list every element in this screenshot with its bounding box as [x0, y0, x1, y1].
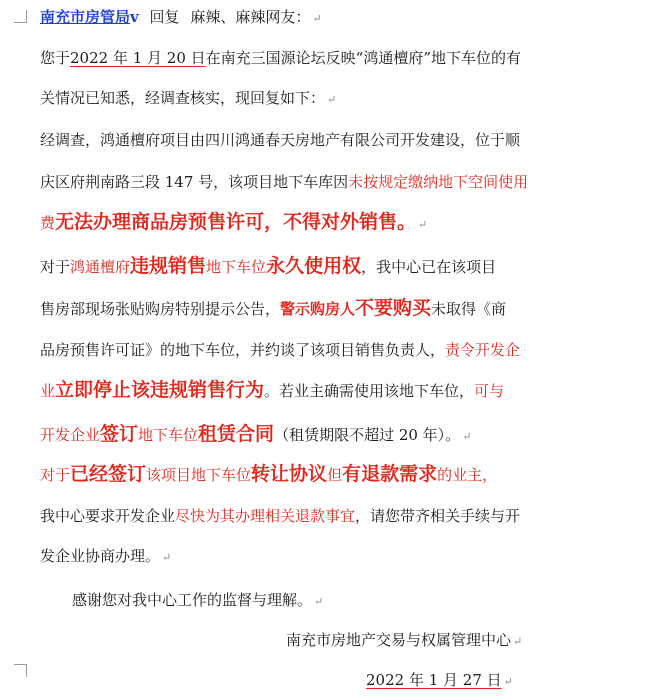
sign-date-line [366, 670, 626, 692]
p4-highlight: 尽快为其办理相关退款事宜 [175, 507, 356, 525]
p3-text: ，我中心已在该项目 [361, 258, 497, 276]
paragraph-mark: ↵ [513, 635, 523, 648]
reply-header [40, 7, 636, 29]
p2-line3 [40, 212, 636, 235]
reply-label: 回复 [149, 8, 180, 26]
p2-line2 [40, 172, 636, 192]
p4-line2 [40, 506, 636, 526]
p1-line2 [40, 88, 636, 110]
p2-emphasis: 无法办理商品房预售许可，不得对外销售。 [55, 211, 417, 233]
p4-highlight: 该项目地下车位 [146, 466, 252, 484]
p3-emphasis: 不要购买 [355, 297, 432, 319]
p3-emphasis: 永久使用权 [266, 255, 362, 277]
p2-highlight: 未按规定缴纳地下空间使用 [348, 173, 529, 191]
p3-emphasis: 违规销售 [130, 255, 207, 277]
signature-org: 南充市房地产交易与权属管理中心 [286, 631, 512, 649]
p4-text: ，请您带齐相关手续与开 [355, 507, 521, 525]
p4-highlight: 但 [327, 466, 343, 484]
p3-line3 [40, 340, 636, 360]
p4-emphasis: 已经签订 [70, 463, 147, 485]
p3-line1 [40, 256, 636, 277]
margin-mark-bottom [14, 664, 27, 677]
p4-text: 发企业协商办理。 [40, 547, 161, 565]
p3-highlight: 可与 [474, 382, 505, 400]
p4-emphasis: 有退款需求 [342, 463, 438, 485]
p3-highlight: 鸿通檀府 [70, 258, 131, 276]
p3-text: 品房预售许可证》的地下车位，并约谈了该项目销售负责人， [40, 341, 446, 359]
p1-text: 您于 [40, 49, 71, 67]
p3-line5 [40, 424, 636, 447]
paragraph-mark: ↵ [312, 12, 322, 25]
p3-highlight: 业 [40, 382, 56, 400]
p3-text: 。若业主确需使用该地下车位， [264, 382, 475, 400]
closing-line [72, 590, 649, 612]
p4-highlight: 对于 [40, 466, 71, 484]
p1-text: 在南充三国源论坛反映“鸿通檀府”地下车位的有 [205, 49, 522, 67]
p4-line1 [40, 464, 636, 485]
margin-mark-top [14, 10, 27, 23]
p4-text: 我中心要求开发企业 [40, 507, 176, 525]
p3-line4 [40, 380, 636, 401]
paragraph-mark: ↵ [503, 675, 513, 688]
p4-emphasis: 转让协议 [251, 463, 328, 485]
p3-text: 对于 [40, 258, 71, 276]
paragraph-mark: ↵ [314, 595, 324, 608]
verified-mark: v [130, 8, 139, 26]
p1-line1 [40, 48, 636, 68]
p3-text: 未取得《商 [431, 300, 507, 318]
p3-highlight: 开发企业 [40, 426, 101, 444]
p4-line3 [40, 546, 636, 568]
report-date: 2022 年 1 月 20 日 [70, 49, 206, 67]
p3-highlight: 地下车位 [206, 258, 267, 276]
p3-emphasis: 租赁合同 [198, 423, 275, 445]
p2-line1 [40, 130, 636, 150]
p1-text: 关情况已知悉，经调查核实，现回复如下： [40, 89, 326, 107]
closing-text: 感谢您对我中心工作的监督与理解。 [72, 591, 313, 609]
p3-emphasis: 立即停止该违规销售行为 [55, 379, 265, 401]
p3-highlight: 警示购房人 [280, 300, 356, 318]
p2-text: 庆区府荆南路三段 147 号，该项目地下车库因 [40, 173, 349, 191]
p3-highlight: 责令开发企 [445, 341, 521, 359]
paragraph-mark: ↵ [418, 218, 428, 231]
p2-highlight: 费 [40, 214, 56, 232]
p3-highlight: 地下车位 [138, 426, 199, 444]
paragraph-mark: ↵ [462, 430, 472, 443]
recipient: 麻辣、麻辣网友： [190, 8, 311, 26]
p3-line2 [40, 298, 636, 319]
sign-date: 2022 年 1 月 27 日 [366, 671, 502, 689]
p3-text: 售房部现场张贴购房特别提示公告， [40, 300, 281, 318]
p3-emphasis: 签订 [100, 423, 139, 445]
p3-text: （租赁期限不超过 20 年）。 [274, 426, 461, 444]
signature-line [286, 630, 626, 652]
paragraph-mark: ↵ [162, 551, 172, 564]
p4-highlight: 的业主， [437, 466, 498, 484]
p2-text: 经调查，鸿通檀府项目由四川鸿通春天房地产有限公司开发建设，位于顺 [40, 131, 521, 149]
author-link[interactable]: 南充市房管局 [40, 8, 131, 26]
paragraph-mark: ↵ [327, 93, 337, 106]
